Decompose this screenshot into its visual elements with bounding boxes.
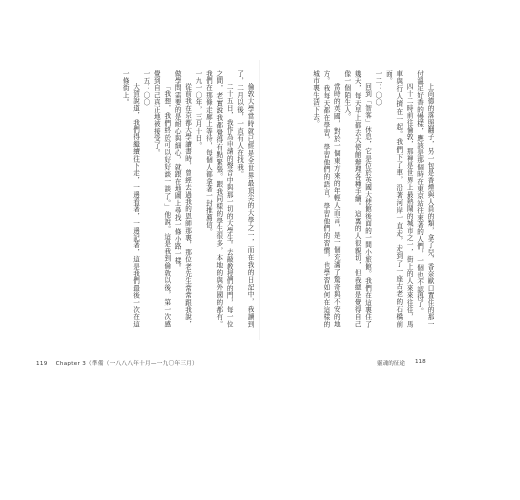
paragraph: 二十五日，我作為申請的聲音中與那一切的大學生。去敲教授們的門，每一位之間，老實說我都覺得有點緊張。跟我同樣的學生很多，本地的與外國的都有。我們在那條走廊上等待，每個人都拿著一封推薦信。 — [204, 70, 234, 328]
left-page-footer — [36, 359, 198, 367]
paragraph: 「我想，我們終於可以好好談一談了。」他說。這是我到倫敦以後，第一次感覺到自己真正地被接受了。 — [152, 70, 171, 328]
paragraph: 四十二時前往倫敦，那裡是世界上最熱鬧的城市之一，街上的人來來往往，馬車與行人擠在一起。我們下了車，沿著河岸一直走，走到了一座古老的石橋前面。 — [384, 70, 414, 328]
right-running-header: 靈魂的征途 — [377, 361, 405, 367]
paragraph: 當時的英國，對於一個東方來的年輕人而言，是一個充滿了驚奇與不安的地方。我每天都在學習，學習他們的語言，學習他們的習慣，也學習如何在這樣的城市裏生活下去。 — [311, 70, 341, 328]
paragraph: 從前我在京都大學讀書時，曾經去過我的恩師那裏，那位老先生常常跟我說，做學問需要的是耐心與細心，就跟在地圖上尋找一條小路一樣。 — [173, 70, 192, 328]
section-time-marker: 一九一〇年，三月十日。 — [193, 70, 202, 150]
left-page-number: 119 — [36, 361, 48, 367]
paragraph: 倫敦大學當時就已經是全世界最頂尖的大學之一，而在我的日記中，我讀到了，二月以後，一直有人在找我。 — [235, 70, 254, 328]
right-page — [265, 70, 435, 328]
page-gutter — [259, 60, 260, 340]
left-page — [85, 70, 255, 328]
left-running-header: Chapter 3（準備（一八八八年十月—一九〇年三月） — [55, 361, 199, 367]
section-time-marker: 一二：〇〇 — [373, 70, 382, 106]
paragraph: 上尚德的落照翻子，另一包是香煙與人員的類，拿了兒，香奈歐口置住的那一付溫足好香的慢樣，應該是那個時在東京站往來著的人們，一個也不認得了。 — [415, 70, 434, 328]
right-page-number: 118 — [415, 359, 426, 365]
right-page-body — [265, 70, 435, 328]
left-page-body — [85, 70, 255, 328]
section-time-marker: 一五：〇〇 — [141, 70, 150, 106]
paragraph: 大賀說道，我們得繼續往下走，一邊看著，一邊記著，這是我們最後一次在這一條街上。 — [121, 70, 140, 328]
paragraph: 回到「智客」休息，它是位於英國大使館後面的一間小旅館。我們在這裏住了幾天，每天早上都去大使館辦理各種手續。這裏的人很親切，但我總是覺得自己像一個陌生人。 — [342, 70, 372, 328]
